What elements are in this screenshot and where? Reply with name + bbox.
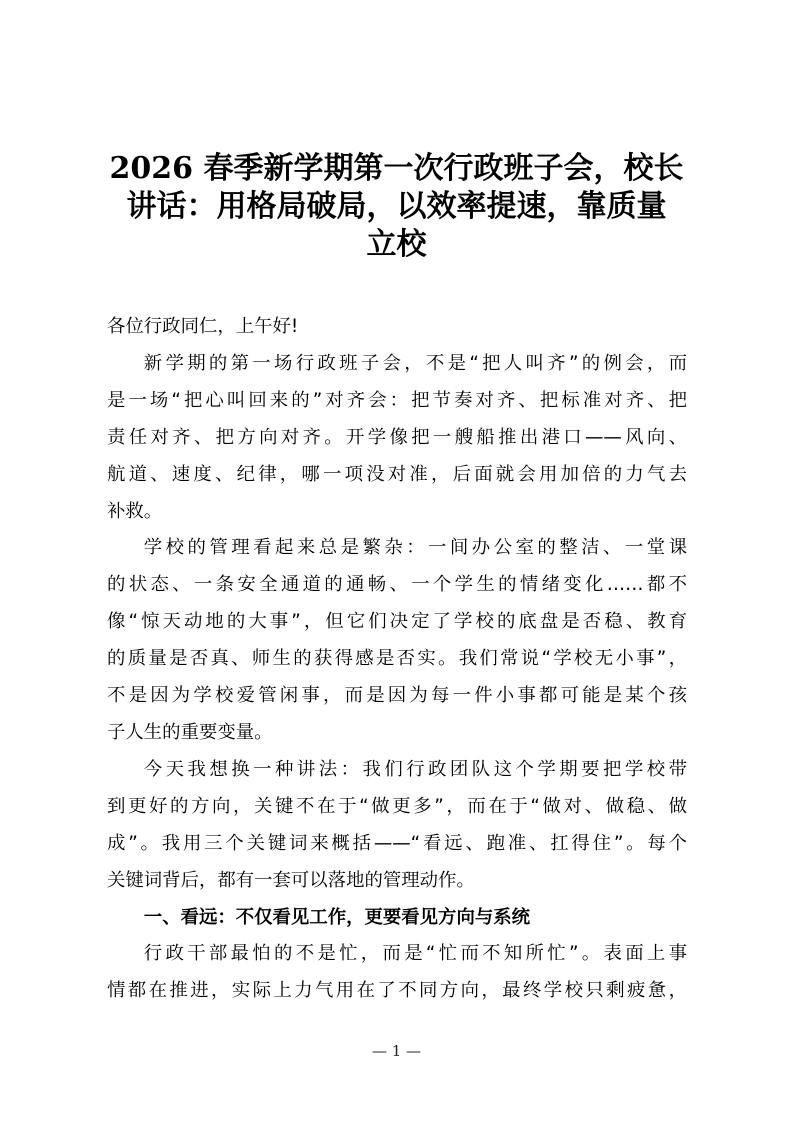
paragraph-1 (107, 346, 687, 531)
paragraph-2 (107, 530, 687, 751)
page-number: — 1 — (371, 1042, 422, 1060)
title-line: 讲话：用格局破局，以效率提速，靠质量 (126, 189, 667, 224)
paragraph-line: 到更好的方向，关键不在于“做更多”，而在于“做对、做稳、做 (107, 795, 687, 817)
paragraph-line: 新学期的第一场行政班子会，不是“把人叫齐”的例会，而 (143, 352, 687, 374)
title-line: 立校 (366, 227, 427, 262)
document-body (107, 309, 687, 1010)
section-heading-text: 一、看远：不仅看见工作，更要看见方向与系统 (143, 906, 531, 928)
paragraph-line: 今天我想换一种讲法：我们行政团队这个学期要把学校带 (143, 758, 687, 780)
paragraph-line: 不是因为学校爱管闲事，而是因为每一件小事都可能是某个孩 (107, 685, 687, 707)
paragraph-line: 航道、速度、纪律，哪一项没对准，后面就会用加倍的力气去 (107, 463, 687, 485)
paragraph-line: 的状态、一条安全通道的通畅、一个学生的情绪变化……都不 (107, 574, 687, 596)
paragraph-line: 成”。我用三个关键词来概括——“看远、跑准、扛得住”。每个 (107, 832, 687, 854)
paragraph-line: 的质量是否真、师生的获得感是否实。我们常说“学校无小事”， (107, 648, 687, 670)
paragraph-line: 行政干部最怕的不是忙，而是“忙而不知所忙”。表面上事 (143, 943, 687, 965)
greeting-text: 各位行政同仁，上午好! (107, 316, 299, 337)
section-paragraph (107, 936, 687, 1010)
paragraph-line: 补救。 (107, 500, 163, 522)
paragraph-3 (107, 752, 687, 900)
section-heading (107, 900, 687, 937)
greeting (107, 309, 687, 346)
paragraph-line: 学校的管理看起来总是繁杂：一间办公室的整洁、一堂课 (143, 537, 687, 559)
title-line: 2026 春季新学期第一次行政班子会，校长 (109, 151, 684, 186)
document-title (100, 150, 693, 264)
paragraph-line: 像“惊天动地的大事”，但它们决定了学校的底盘是否稳、教育 (107, 611, 687, 633)
paragraph-line: 是一场“把心叫回来的”对齐会：把节奏对齐、把标准对齐、把 (107, 389, 687, 411)
paragraph-line: 关键词背后，都有一套可以落地的管理动作。 (107, 869, 475, 891)
paragraph-line: 责任对齐、把方向对齐。开学像把一艘船推出港口——风向、 (107, 426, 687, 448)
paragraph-line: 子人生的重要变量。 (107, 721, 273, 743)
paragraph-line: 情都在推进，实际上力气用在了不同方向，最终学校只剩疲惫， (107, 980, 687, 1002)
